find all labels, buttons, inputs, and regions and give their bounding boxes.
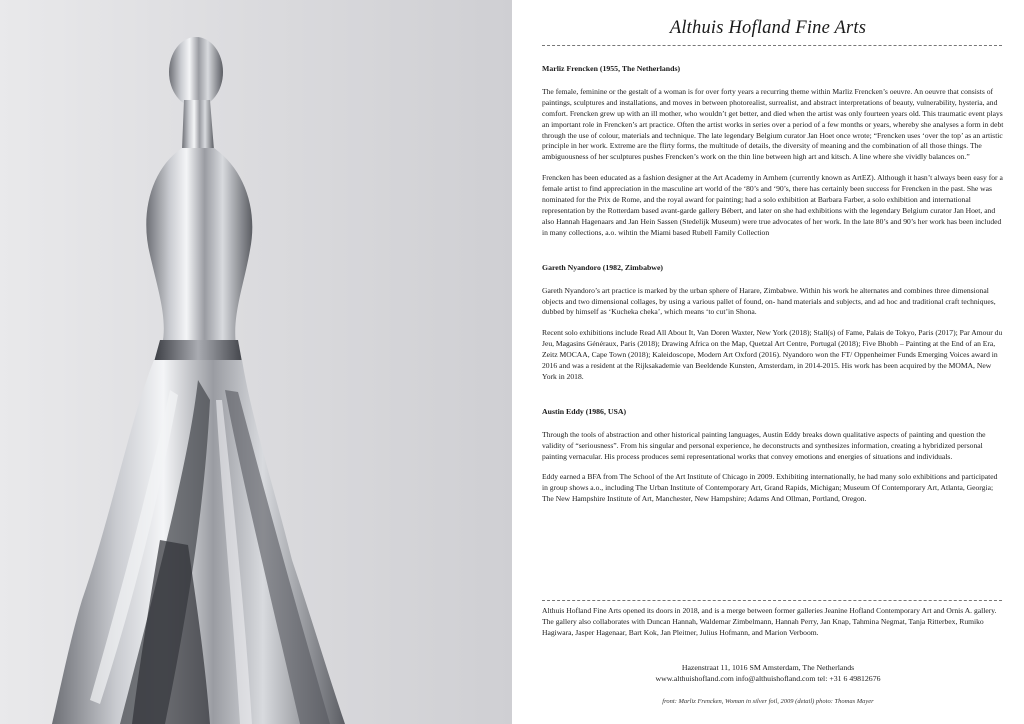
- gallery-intro: Althuis Hofland Fine Arts opened its doors in 2018, and is a merge between former galleries Jeanine Hofland Contemporary Art and Ornis A. gallery.: [542, 606, 997, 615]
- contact-block: [512, 662, 1024, 684]
- artist-heading: Gareth Nyandoro (1982, Zimbabwe): [542, 262, 664, 272]
- gallery-address: Hazenstraat 11, 1016 SM Amsterdam, The Netherlands: [681, 663, 855, 672]
- artist-paragraph: The female, feminine or the gestalt of a woman is for over forty years a recurring theme within Marliz Frencken’s oeuvre. An oeuvre that consists of paintings, sculptures and installations, and moves in between photorealist, surrealist, and abstract interpretations of beauty, vulnerability, hysteria, and comfort. Frencken grew up with an ill mother, who wouldn’t get better, and died when the artist was only fourteen years old. This traumatic event plays an important role in Frencken’s art practice. Often the artist works in series over a period of a few months or years, whereby she analyses a form in debt through the use of colour, materials and technique. The late legendary Belgium curator Jan Hoet once wrote; “Frencken uses ‘over the top’ as an artistic principle in her work. Extreme are the flirty forms, the multitude of details, the diversity of meaning and the combination of all those things. The ambiguousness of her sculptures pushes Frencken’s work on the thin line between high art and kitsch. A line where she vividly balances on.”: [542, 86, 1004, 162]
- top-divider: [542, 45, 1002, 46]
- photo-credit: front: Marliz Frencken, Woman in silver foil, 2009 (detail) photo: Thomas Mayer: [662, 698, 874, 705]
- artist-section: [542, 64, 1004, 239]
- artist-bios: [542, 64, 1004, 529]
- gallery-collaborators: The gallery also collaborates with Duncan Hannah, Waldemar Zimbelmann, Hannah Perry, Jan Knap, Tahmina Negmat, Tanja Ritterbex, Rumiko Hagiwara, Jasper Hagenaar, Bart Kok, Jan Pleitner, Julius Hofmann, and Marion Verboom.: [542, 616, 984, 637]
- artist-section: [542, 407, 1004, 505]
- artist-paragraph: Gareth Nyandoro’s art practice is marked by the urban sphere of Harare, Zimbabwe. Within his work he alternates and combines three dimensional objects and two dimensional collages, by using a various pallet of found, on- hand materials and subjects, and ad hoc and traditional craft techniques, dubbed by himself as ‘Kucheka cheka’, which means ‘to cut’in Shona.: [542, 285, 996, 317]
- artist-paragraph: Through the tools of abstraction and other historical painting languages, Austin Eddy breaks down qualitative aspects of painting and question the validity of “seriousness”. From his singular and personal experience, he deconstructs and synthesizes information, creating a hybridized personal painting vernacular. His process produces semi representational works that convey emotions and energies of situations and individuals.: [542, 429, 986, 461]
- gallery-contact: www.althuishofland.com info@althuishofland.com tel: +31 6 49812676: [655, 674, 881, 683]
- bottom-divider: [542, 600, 1002, 601]
- artist-paragraph: Frencken has been educated as a fashion designer at the Art Academy in Arnhem (currently known as ArtEZ). Although it hasn’t always been easy for a female artist to find appreciation in the masculine art world of the ‘80’s and ‘90’s, there has certainly been success for Frencken in the past. She was nominated for the Prix de Rome, and the royal award for painting; had a solo exhibition at Barbara Farber, a solo exhibition and international representation by the Rotterdam based avant-garde gallery Bébert, and later on she had exhibitions with the legendary Belgium curator Jan Hoet, and also Hannah Hagenaars and Jan Hein Sassen (Stedelijk Museum) were true advocates of her work. In the late 80’s and 90’s her work has been included in many collections, a.o. wihtin the Miami based Rubell Family Collection: [542, 173, 1003, 237]
- gallery-title: Althuis Hofland Fine Arts: [669, 18, 867, 38]
- artist-paragraph: Eddy earned a BFA from The School of the Art Institute of Chicago in 2009. Exhibiting internationally, he had many solo exhibitions and participated in group shows a.o., including The Urban Institute of Contemporary Art, Grand Rapids, Michigan; Museum Of Contemporary Art, Atlanta, Georgia; The New Hampshire Institute of Art, Manchester, New Hampshire; Adams And Ollman, Portland, Oregon.: [542, 472, 998, 504]
- text-page: [512, 0, 1024, 724]
- artist-section: [542, 263, 1004, 383]
- artist-heading: Austin Eddy (1986, USA): [542, 406, 627, 416]
- artist-heading: Marliz Frencken (1955, The Netherlands): [542, 64, 681, 73]
- artist-paragraph: Recent solo exhibitions include Read All About It, Van Doren Waxter, New York (2018); Stall(s) of Fame, Palais de Tokyo, Paris (2017); Par Amour du Jeu, Magasins Généraux, Paris (2018); Drawing Africa on the Map, Quetzal Art Centre, Portugal (2018); Five Bhobh – Painting at the End of an Era, Zeitz MOCAA, Cape Town (2018); Kaleidoscope, Modern Art Oxford (2016). Nyandoro won the FT/ Oppenheimer Funds Emerging Voices award in 2016 and was a resident at the Rijksakademie van Beeldende Kunsten, Amsterdam, in 2014-2015. His work has been acquired by the MOMA, New York in 2018.: [542, 328, 1003, 381]
- gallery-info: [542, 606, 1004, 639]
